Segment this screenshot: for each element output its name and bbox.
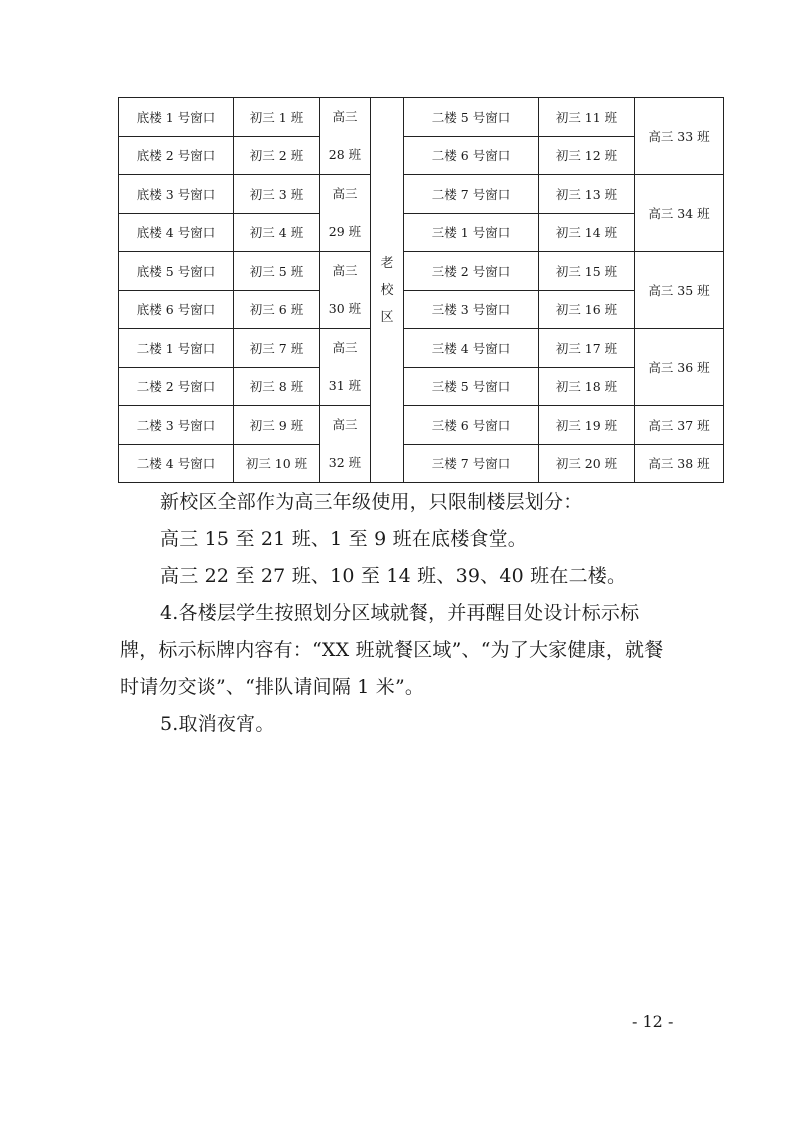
window-cell: 二楼 3 号窗口	[119, 406, 234, 445]
class-cell: 初三 2 班	[234, 136, 320, 175]
paragraph-new-campus: 新校区全部作为高三年级使用，只限制楼层划分：	[160, 491, 583, 513]
class-cell: 初三 4 班	[234, 213, 320, 252]
class-cell: 初三 16 班	[539, 290, 635, 329]
senior-class-cell: 高三 28 班	[320, 98, 371, 175]
class-cell: 初三 5 班	[234, 252, 320, 291]
table-row	[119, 98, 724, 137]
class-cell: 初三 3 班	[234, 175, 320, 214]
window-cell: 三楼 7 号窗口	[404, 444, 539, 483]
window-cell: 二楼 7 号窗口	[404, 175, 539, 214]
window-cell: 二楼 5 号窗口	[404, 98, 539, 137]
class-cell: 初三 12 班	[539, 136, 635, 175]
senior-class-cell: 高三 34 班	[635, 175, 724, 252]
class-cell: 初三 17 班	[539, 329, 635, 368]
window-cell: 三楼 6 号窗口	[404, 406, 539, 445]
window-cell: 二楼 1 号窗口	[119, 329, 234, 368]
class-cell: 初三 14 班	[539, 213, 635, 252]
window-cell: 二楼 2 号窗口	[119, 367, 234, 406]
table-row	[119, 406, 724, 445]
paragraph-ground-floor: 高三 15 至 21 班、1 至 9 班在底楼食堂。	[160, 528, 528, 550]
window-cell: 底楼 6 号窗口	[119, 290, 234, 329]
class-cell: 初三 8 班	[234, 367, 320, 406]
class-cell: 初三 1 班	[234, 98, 320, 137]
window-cell: 三楼 4 号窗口	[404, 329, 539, 368]
table-row	[119, 367, 724, 406]
senior-class-cell: 高三 29 班	[320, 175, 371, 252]
paragraph-cancel-snack: 5.取消夜宵。	[160, 713, 275, 735]
campus-label: 老校区	[380, 255, 394, 325]
senior-class-cell: 高三 36 班	[635, 329, 724, 406]
class-cell: 初三 20 班	[539, 444, 635, 483]
table-row	[119, 136, 724, 175]
window-cell: 三楼 2 号窗口	[404, 252, 539, 291]
window-cell: 底楼 4 号窗口	[119, 213, 234, 252]
window-cell: 底楼 1 号窗口	[119, 98, 234, 137]
campus-label-cell	[371, 98, 404, 483]
window-cell: 三楼 5 号窗口	[404, 367, 539, 406]
dining-assignment-table	[118, 97, 724, 483]
page-number: - 12 -	[632, 1012, 674, 1031]
class-cell: 初三 7 班	[234, 329, 320, 368]
class-cell: 初三 15 班	[539, 252, 635, 291]
senior-class-cell: 高三 35 班	[635, 252, 724, 329]
window-cell: 底楼 3 号窗口	[119, 175, 234, 214]
class-cell: 初三 13 班	[539, 175, 635, 214]
class-cell: 初三 9 班	[234, 406, 320, 445]
paragraph-signage: 4.各楼层学生按照划分区域就餐，并再醒目处设计标示标牌，标示标牌内容有：“XX 班就餐区域”、“为了大家健康，就餐时请勿交谈”、“排队请间隔 1 米”。	[120, 602, 664, 698]
dining-assignment-table-wrap	[118, 97, 724, 483]
window-cell: 底楼 2 号窗口	[119, 136, 234, 175]
table-row	[119, 444, 724, 483]
table-row	[119, 329, 724, 368]
senior-class-cell: 高三 32 班	[320, 406, 371, 483]
senior-class-cell: 高三 38 班	[635, 444, 724, 483]
window-cell: 三楼 3 号窗口	[404, 290, 539, 329]
senior-class-cell: 高三 31 班	[320, 329, 371, 406]
table-row	[119, 252, 724, 291]
window-cell: 三楼 1 号窗口	[404, 213, 539, 252]
senior-class-cell: 高三 33 班	[635, 98, 724, 175]
table-row	[119, 213, 724, 252]
window-cell: 二楼 6 号窗口	[404, 136, 539, 175]
class-cell: 初三 18 班	[539, 367, 635, 406]
paragraph-second-floor: 高三 22 至 27 班、10 至 14 班、39、40 班在二楼。	[160, 565, 627, 587]
class-cell: 初三 10 班	[234, 444, 320, 483]
senior-class-cell: 高三 30 班	[320, 252, 371, 329]
table-row	[119, 290, 724, 329]
class-cell: 初三 6 班	[234, 290, 320, 329]
table-row	[119, 175, 724, 214]
class-cell: 初三 11 班	[539, 98, 635, 137]
class-cell: 初三 19 班	[539, 406, 635, 445]
senior-class-cell: 高三 37 班	[635, 406, 724, 445]
window-cell: 二楼 4 号窗口	[119, 444, 234, 483]
window-cell: 底楼 5 号窗口	[119, 252, 234, 291]
